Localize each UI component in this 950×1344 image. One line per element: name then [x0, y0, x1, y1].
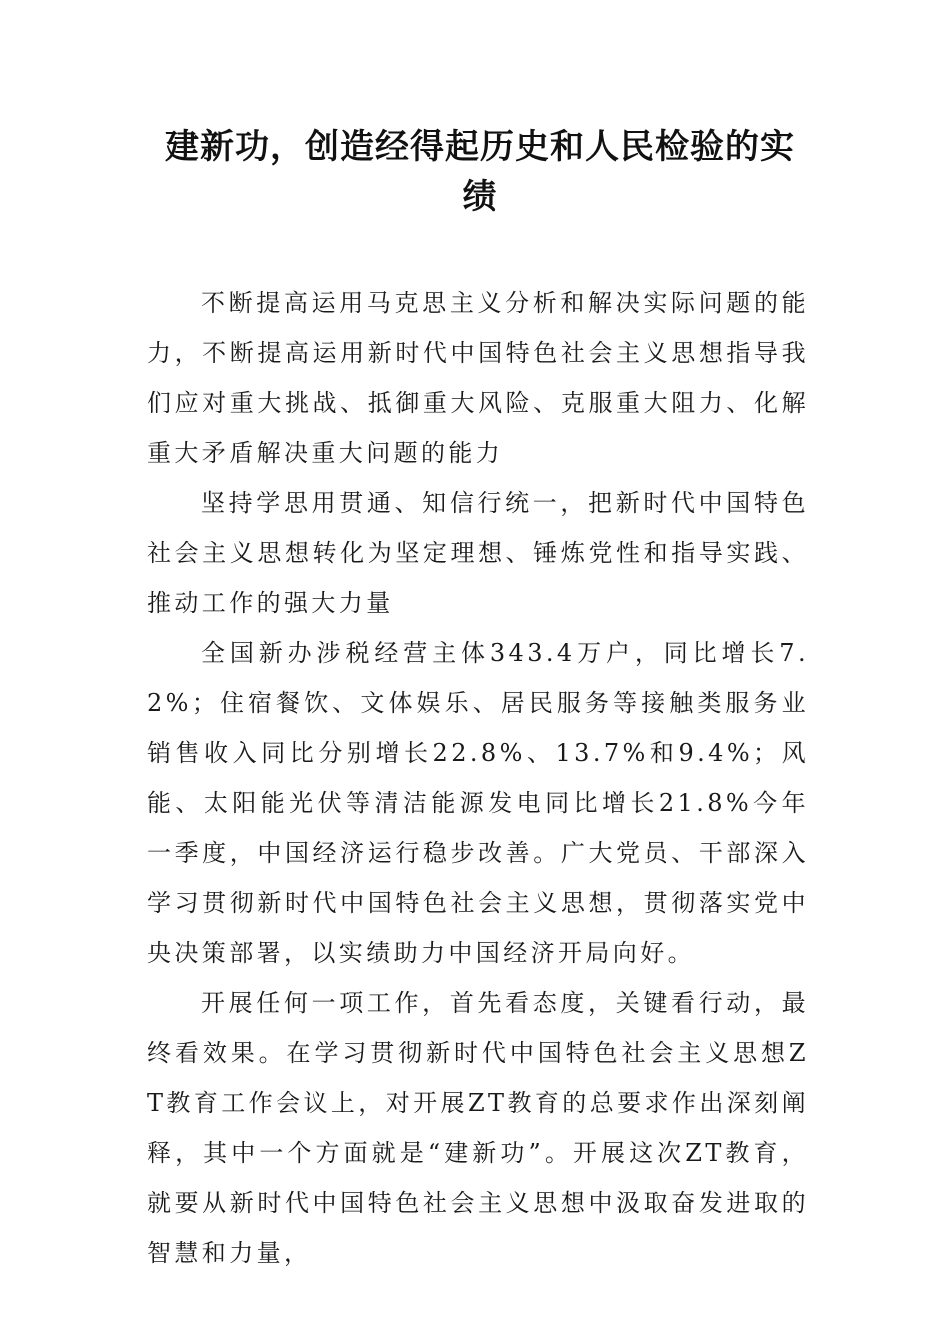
paragraph: 不断提高运用马克思主义分析和解决实际问题的能力，不断提高运用新时代中国特色社会主义思想指导我们应对重大挑战、抵御重大风险、克服重大阻力、化解重大矛盾解决重大问题的能力: [147, 289, 809, 467]
paragraph: 开展任何一项工作，首先看态度，关键看行动，最终看效果。在学习贯彻新时代中国特色社会主义思想ZT教育工作会议上，对开展ZT教育的总要求作出深刻阐释，其中一个方面就是“建新功”。开展这次ZT教育，就要从新时代中国特色社会主义思想中汲取奋发进取的智慧和力量，: [147, 989, 809, 1267]
document-body: [147, 278, 809, 1278]
document-title: 建新功，创造经得起历史和人民检验的实绩: [165, 127, 795, 217]
paragraph: 全国新办涉税经营主体343.4万户，同比增长7.2%；住宿餐饮、文体娱乐、居民服务等接触类服务业销售收入同比分别增长22.8%、13.7%和9.4%；风能、太阳能光伏等清洁能源发电同比增长21.8%今年一季度，中国经济运行稳步改善。广大党员、干部深入学习贯彻新时代中国特色社会主义思想，贯彻落实党中央决策部署，以实绩助力中国经济开局向好。: [147, 639, 809, 967]
paragraph: 坚持学思用贯通、知信行统一，把新时代中国特色社会主义思想转化为坚定理想、锤炼党性和指导实践、推动工作的强大力量: [147, 489, 809, 617]
